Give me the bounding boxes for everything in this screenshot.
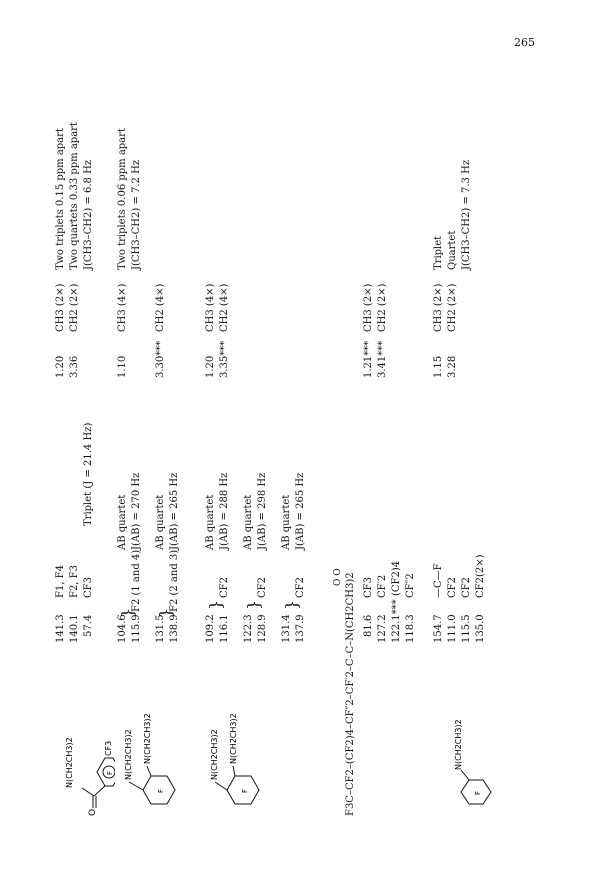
table-row bbox=[83, 38, 101, 818]
brace-icon: } bbox=[118, 607, 137, 618]
brace-row bbox=[244, 38, 277, 818]
f-desc: J(AB) = 270 Hz bbox=[131, 472, 142, 550]
table-row bbox=[405, 38, 423, 818]
f-shift: 154.7 bbox=[433, 614, 444, 643]
h-desc: Quartet bbox=[447, 230, 458, 270]
f-shift: 137.9 bbox=[295, 614, 306, 643]
table-row bbox=[475, 38, 493, 818]
h-group: CH2 (2×) bbox=[69, 283, 80, 332]
f-assign: CF2 bbox=[295, 577, 306, 598]
f-assign: F2, F3 bbox=[69, 565, 80, 598]
h-shift: 1.10 bbox=[117, 355, 128, 378]
f-assign: F2 (2 and 3) bbox=[169, 549, 180, 612]
h-shift: 3.41*** bbox=[377, 340, 388, 378]
amine-label: N(CH2CH3)2 bbox=[454, 719, 463, 770]
amine-label-2: N(CH2CH3)2 bbox=[229, 713, 238, 764]
amine-label-1: N(CH2CH3)2 bbox=[210, 729, 219, 780]
f-shift: 104.6 bbox=[117, 614, 128, 643]
f-shift: 111.0 bbox=[447, 614, 458, 643]
h-shift: 1.15 bbox=[433, 355, 444, 378]
brace-icon: } bbox=[282, 599, 301, 610]
h-group: CH3 (2×) bbox=[55, 283, 66, 332]
f-shift: 128.9 bbox=[257, 614, 268, 643]
amine-label-1: N(CH2CH3)2 bbox=[124, 729, 133, 780]
h-shift: 3.35*** bbox=[219, 340, 230, 378]
f-assign: CF′2 bbox=[377, 574, 388, 598]
amine-label-2: N(CH2CH3)2 bbox=[143, 713, 152, 764]
f-shift: 127.2 bbox=[377, 614, 388, 643]
brace-icon: } bbox=[244, 599, 263, 610]
brace-icon: } bbox=[206, 599, 225, 610]
f-shift: 57.4 bbox=[83, 614, 94, 637]
f-shift: 138.9 bbox=[169, 614, 180, 643]
oxygen-label: O bbox=[88, 808, 98, 816]
h-desc: J(CH3–CH2) = 7.2 Hz bbox=[131, 159, 142, 270]
h-desc: Triplet bbox=[433, 235, 444, 270]
f-shift: 109.2 bbox=[205, 614, 216, 643]
h-group: CH2 (2×) bbox=[377, 283, 388, 332]
f-desc: AB quartet bbox=[117, 494, 128, 550]
f-desc: J(AB) = 288 Hz bbox=[219, 472, 230, 550]
brace-row bbox=[156, 38, 189, 818]
f-assign: CF2 bbox=[447, 577, 458, 598]
h-desc: Two triplets 0.15 ppm apart bbox=[55, 128, 66, 270]
f-shift: 140.1 bbox=[69, 614, 80, 643]
h-group: CH3 (2×) bbox=[433, 283, 444, 332]
h-shift: 1.20 bbox=[55, 355, 66, 378]
cf3-label: CF3 bbox=[104, 740, 113, 756]
formula-line: F3C–CF2–(CF2)4–CF″2–CF′2–C–C–N(CH2CH3)2 bbox=[345, 572, 356, 816]
f-assign: CF2(2×) bbox=[475, 554, 486, 598]
f-shift: 81.6 bbox=[363, 614, 374, 637]
f-desc: Triplet (J = 21.4 Hz) bbox=[83, 422, 94, 526]
h-group: CH2 (4×) bbox=[219, 283, 230, 332]
h-group: CH3 (4×) bbox=[117, 283, 128, 332]
brace-row bbox=[282, 38, 315, 818]
f-shift: 131.5 bbox=[155, 614, 166, 643]
brace-row bbox=[118, 38, 151, 818]
f-assign: CF3 bbox=[363, 577, 374, 598]
h-desc: J(CH3–CH2) = 6.8 Hz bbox=[83, 159, 94, 270]
fluoro-ring-label: F bbox=[241, 788, 249, 793]
brace-icon: } bbox=[156, 607, 175, 618]
f-shift: 122.1*** bbox=[391, 599, 402, 643]
h-shift: 3.28 bbox=[447, 355, 458, 378]
f-assign: F2 (1 and 4) bbox=[131, 549, 142, 612]
f-desc: AB quartet bbox=[155, 494, 166, 550]
h-desc: Two triplets 0.06 ppm apart bbox=[117, 128, 128, 270]
f-shift: 135.0 bbox=[475, 614, 486, 643]
amine-label: N(CH2CH3)2 bbox=[65, 737, 74, 788]
page-number: 265 bbox=[514, 36, 535, 49]
h-shift: 3.36 bbox=[69, 355, 80, 378]
f-assign: CF2 bbox=[461, 577, 472, 598]
formula-oxygen-row bbox=[333, 38, 351, 818]
f-assign: F1, F4 bbox=[55, 565, 66, 598]
f-desc: AB quartet bbox=[243, 494, 254, 550]
h-group: CH2 (2×) bbox=[447, 283, 458, 332]
f-shift: 131.4 bbox=[281, 614, 292, 643]
f-shift: 122.3 bbox=[243, 614, 254, 643]
f-desc: J(AB) = 265 Hz bbox=[295, 472, 306, 550]
f-assign: CF2 bbox=[257, 577, 268, 598]
f-shift: 116.1 bbox=[219, 614, 230, 643]
f-desc: J(AB) = 298 Hz bbox=[257, 472, 268, 550]
f-shift: 115.5 bbox=[461, 614, 472, 643]
f-desc: AB quartet bbox=[281, 494, 292, 550]
h-group: CH2 (4×) bbox=[155, 283, 166, 332]
f-assign: CF3 bbox=[83, 577, 94, 598]
h-desc: J(CH3–CH2) = 7.3 Hz bbox=[461, 159, 472, 270]
f-assign: —C—F bbox=[433, 563, 444, 598]
f-assign: CF″2 bbox=[405, 573, 416, 598]
fluoro-ring-label: F bbox=[106, 770, 114, 775]
f-desc: AB quartet bbox=[205, 494, 216, 550]
h-shift: 3.30*** bbox=[155, 340, 166, 378]
h-group: CH3 (2×) bbox=[363, 283, 374, 332]
f-shift: 118.3 bbox=[405, 614, 416, 643]
f-desc: J(AB) = 265 Hz bbox=[169, 472, 180, 550]
rotated-table bbox=[55, 38, 555, 818]
f-assign: (CF2)4 bbox=[391, 560, 402, 596]
h-shift: 1.21*** bbox=[363, 340, 374, 378]
h-shift: 1.20 bbox=[205, 355, 216, 378]
f-shift: 141.3 bbox=[55, 614, 66, 643]
fluoro-ring-label: F bbox=[474, 790, 482, 795]
formula-oxygens: O O bbox=[333, 568, 343, 586]
f-assign: CF2 bbox=[219, 577, 230, 598]
brace-row bbox=[206, 38, 239, 818]
h-desc: Two quartets 0.33 ppm apart bbox=[69, 122, 80, 270]
f-shift: 115.9 bbox=[131, 614, 142, 643]
h-group: CH3 (4×) bbox=[205, 283, 216, 332]
fluoro-ring-label: F bbox=[157, 788, 165, 793]
